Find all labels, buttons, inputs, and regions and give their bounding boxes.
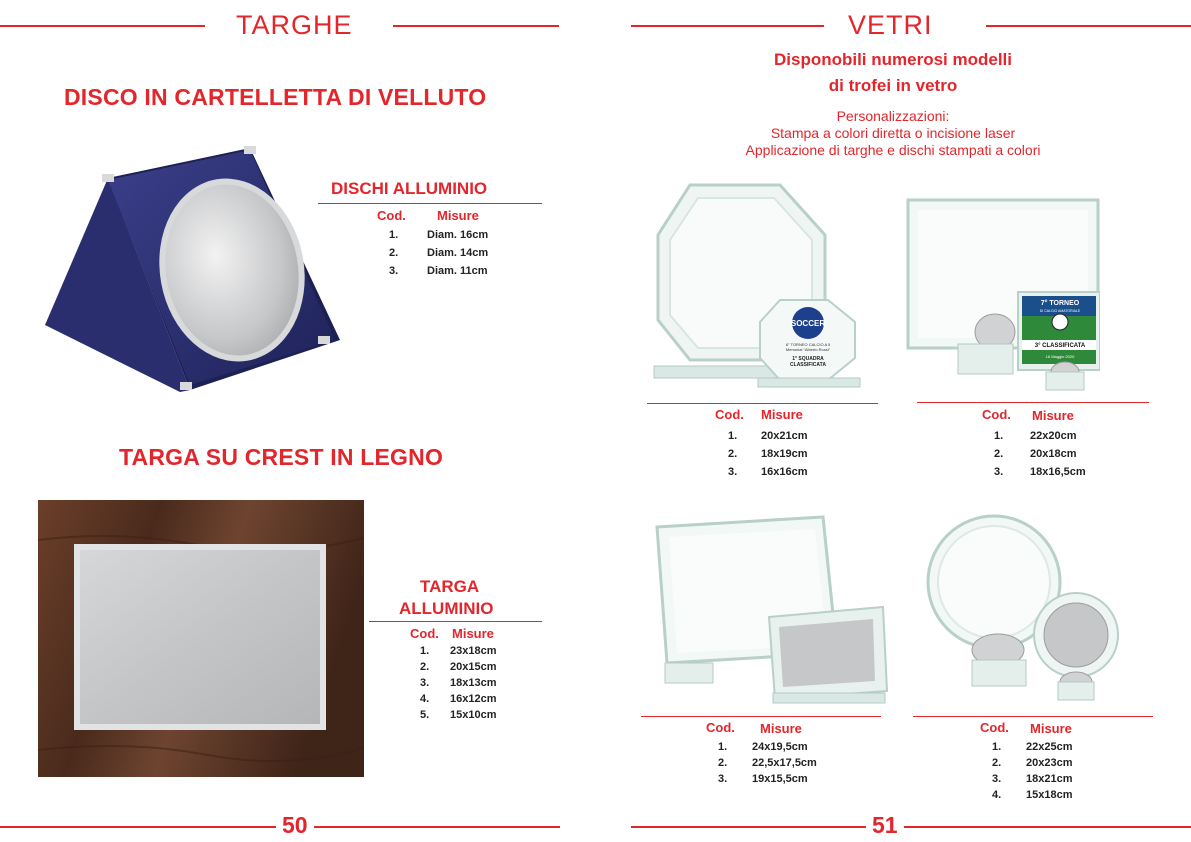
vetri-custom-1: Personalizzazioni: <box>836 108 950 124</box>
p4-row-misure: 18x21cm <box>1026 773 1073 785</box>
p3-col-misure: Misure <box>760 721 802 736</box>
p4-row-misure: 22x25cm <box>1026 741 1073 753</box>
targa-row-cod: 2. <box>420 661 430 673</box>
targa-title: TARGA SU CREST IN LEGNO <box>119 444 444 470</box>
octagon-text-1: 6° TORNEO CALCIO A 5 <box>785 342 831 347</box>
rect-trophy-text-1: 7° TORNEO <box>1040 300 1080 307</box>
p3-row-cod: 1. <box>718 741 728 753</box>
targa-col-misure: Misure <box>452 626 494 641</box>
page-number-50: 50 <box>276 812 314 839</box>
product1-rule <box>647 403 878 404</box>
rect-trophy-text-2: DI CALCIO AMATORIALE <box>1039 309 1081 313</box>
rect-trophy-text-3: 3° CLASSIFICATA <box>1034 343 1086 349</box>
header-rule-left-a <box>0 25 205 27</box>
dischi-row-cod: 3. <box>389 265 399 277</box>
dischi-table-rule <box>318 203 542 204</box>
header-rule-right-b <box>986 25 1191 27</box>
p1-col-misure: Misure <box>761 407 803 422</box>
p4-row-cod: 1. <box>992 741 1002 753</box>
section-title-targhe: TARGHE <box>236 10 353 40</box>
p1-row-misure: 18x19cm <box>761 448 808 460</box>
p1-row-misure: 20x21cm <box>761 430 808 442</box>
vetri-headline-2: di trofei in vetro <box>828 76 958 95</box>
p2-row-misure: 22x20cm <box>1030 430 1077 442</box>
targa-row-misure: 18x13cm <box>450 677 497 689</box>
section-title-vetri: VETRI <box>848 10 933 40</box>
p1-col-cod: Cod. <box>715 407 744 422</box>
p2-row-cod: 2. <box>994 448 1004 460</box>
p2-row-cod: 1. <box>994 430 1004 442</box>
rectangle-glass-trophy-image <box>900 192 1100 392</box>
targa-row-cod: 5. <box>420 709 430 721</box>
header-rule-left-b <box>393 25 559 27</box>
p3-row-cod: 2. <box>718 757 728 769</box>
p4-col-misure: Misure <box>1030 721 1072 736</box>
p2-row-cod: 3. <box>994 466 1004 478</box>
p4-row-misure: 15x18cm <box>1026 789 1073 801</box>
wood-crest-plaque-image <box>38 500 364 777</box>
targa-row-misure: 23x18cm <box>450 645 497 657</box>
p3-col-cod: Cod. <box>706 720 735 735</box>
vetri-custom-2: Stampa a colori diretta o incisione laser <box>770 125 1016 141</box>
header-rule-right-a <box>631 25 824 27</box>
dischi-row-cod: 2. <box>389 247 399 259</box>
p1-row-cod: 2. <box>728 448 738 460</box>
p4-row-cod: 2. <box>992 757 1002 769</box>
p2-row-misure: 20x18cm <box>1030 448 1077 460</box>
p2-col-cod: Cod. <box>982 407 1011 422</box>
p4-row-cod: 3. <box>992 773 1002 785</box>
targa-row-misure: 20x15cm <box>450 661 497 673</box>
targa-row-misure: 16x12cm <box>450 693 497 705</box>
p1-row-misure: 16x16cm <box>761 466 808 478</box>
dischi-row-misure: Diam. 16cm <box>427 229 489 241</box>
footer-rule-right <box>631 826 1191 828</box>
targa-row-cod: 3. <box>420 677 430 689</box>
product4-rule <box>913 716 1153 717</box>
vetri-headline-1: Disponobili numerosi modelli <box>773 50 1013 69</box>
p3-row-misure: 24x19,5cm <box>752 741 808 753</box>
p2-row-misure: 18x16,5cm <box>1030 466 1086 478</box>
glass-frame-aluminium-plate-image <box>655 513 895 708</box>
soccer-logo-text: SOCCER <box>790 319 826 328</box>
p3-row-misure: 19x15,5cm <box>752 773 808 785</box>
p3-row-misure: 22,5x17,5cm <box>752 757 817 769</box>
page-number-51: 51 <box>866 812 904 839</box>
round-glass-trophy-image <box>926 510 1131 705</box>
p2-col-misure: Misure <box>1032 408 1074 423</box>
dischi-row-misure: Diam. 11cm <box>427 265 488 277</box>
octagon-text-3: 1° SQUADRA <box>792 356 824 362</box>
product3-rule <box>641 716 881 717</box>
p1-row-cod: 3. <box>728 466 738 478</box>
velvet-disc-case-image <box>40 140 340 395</box>
targa-col-cod: Cod. <box>410 626 439 641</box>
octagon-glass-trophy-image <box>650 180 870 390</box>
p3-row-cod: 3. <box>718 773 728 785</box>
dischi-col-misure: Misure <box>437 208 479 223</box>
targa-row-cod: 1. <box>420 645 430 657</box>
rect-trophy-text-4: 16 Maggio 2020 <box>1045 354 1075 359</box>
octagon-text-4: CLASSIFICATA <box>790 362 826 368</box>
p4-row-misure: 20x23cm <box>1026 757 1073 769</box>
p4-row-cod: 4. <box>992 789 1002 801</box>
vetri-custom-3: Applicazione di targhe e dischi stampati a colori <box>745 142 1041 158</box>
octagon-text-2: Memorial "Alberto Rossi" <box>785 347 831 352</box>
p4-col-cod: Cod. <box>980 720 1009 735</box>
targa-table-title-2: ALLUMINIO <box>399 599 494 618</box>
dischi-row-cod: 1. <box>389 229 399 241</box>
targa-row-cod: 4. <box>420 693 430 705</box>
dischi-row-misure: Diam. 14cm <box>427 247 489 259</box>
disco-title: DISCO IN CARTELLETTA DI VELLUTO <box>64 84 487 110</box>
product2-rule <box>917 402 1149 403</box>
targa-row-misure: 15x10cm <box>450 709 497 721</box>
p1-row-cod: 1. <box>728 430 738 442</box>
targa-table-rule <box>369 621 542 622</box>
dischi-col-cod: Cod. <box>377 208 406 223</box>
dischi-table-title: DISCHI ALLUMINIO <box>331 179 488 198</box>
targa-table-title-1: TARGA <box>420 577 480 596</box>
